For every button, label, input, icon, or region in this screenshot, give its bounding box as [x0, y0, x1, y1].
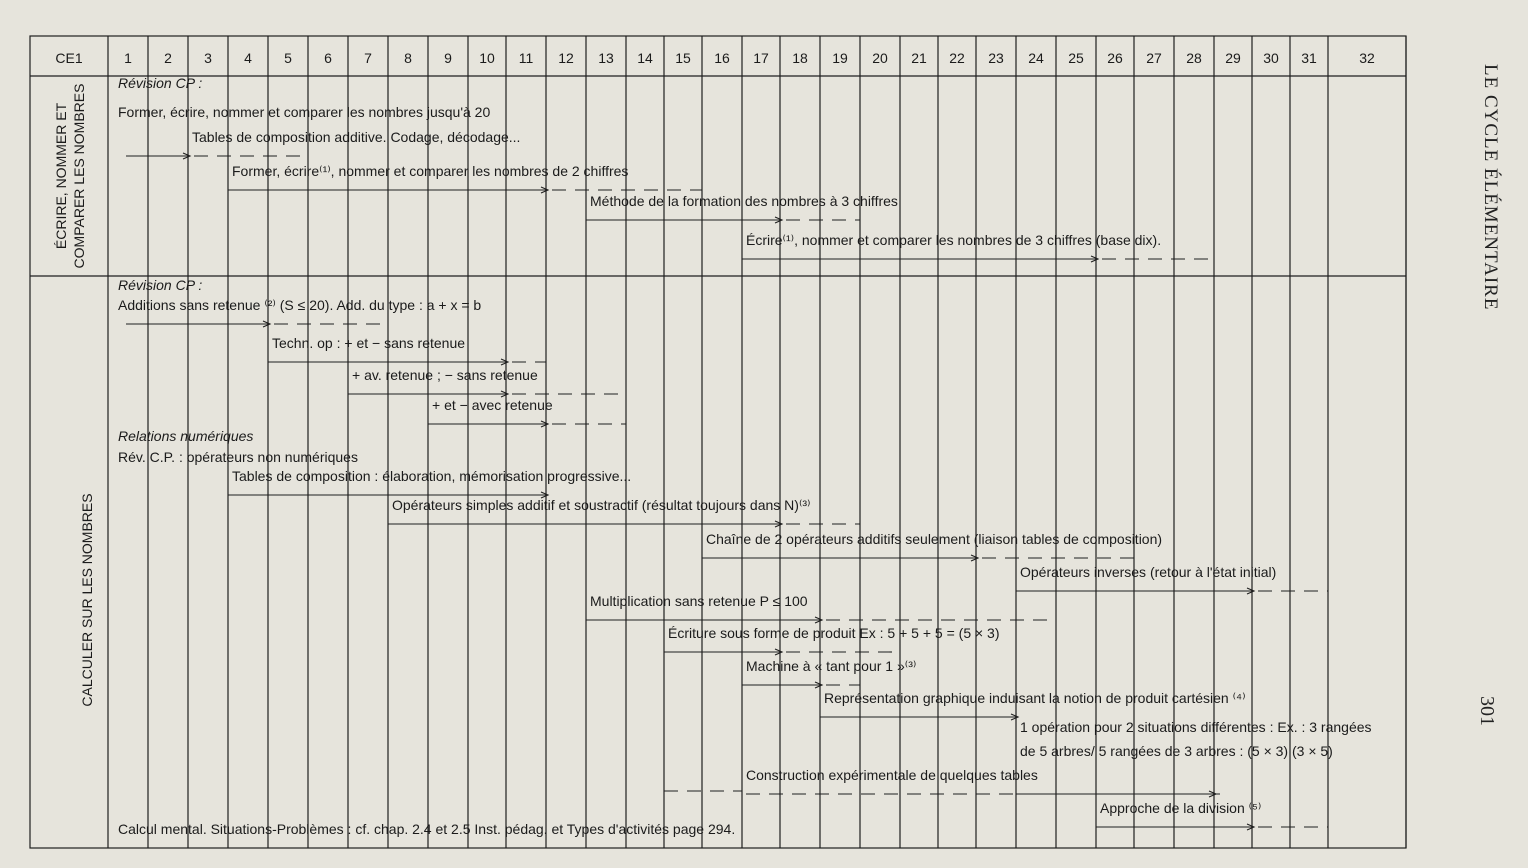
- section-heading-line: ÉCRIRE, NOMMER ET: [53, 102, 69, 250]
- programme-item: [1096, 800, 1328, 830]
- programme-item: [586, 593, 1056, 623]
- programme-item: [228, 468, 631, 498]
- item-text: Écrire⁽¹⁾, nommer et comparer les nombres de 3 chiffres (base dix).: [746, 232, 1162, 248]
- item-text: Opérateurs simples additif et soustractif (résultat toujours dans N)⁽³⁾: [392, 497, 811, 513]
- item-text: Former, écrire⁽¹⁾, nommer et comparer les nombres de 2 chiffres: [232, 163, 629, 179]
- item-text: Méthode de la formation des nombres à 3 chiffres: [590, 193, 898, 209]
- week-number: 13: [598, 50, 614, 66]
- week-number: 17: [753, 50, 769, 66]
- page-margin: [1476, 64, 1502, 726]
- programme-item: [742, 232, 1214, 262]
- week-number: 26: [1107, 50, 1123, 66]
- week-number: 21: [911, 50, 927, 66]
- programme-item: [664, 767, 1220, 797]
- item-text: Relations numériques: [118, 428, 254, 444]
- section-headings: [53, 84, 95, 707]
- programme-item: [118, 104, 490, 120]
- week-number: 29: [1225, 50, 1241, 66]
- week-number: 3: [204, 50, 212, 66]
- page-number-text: 301: [1476, 696, 1498, 726]
- week-number: 16: [714, 50, 730, 66]
- week-number: 10: [479, 50, 495, 66]
- week-number: 25: [1068, 50, 1084, 66]
- week-number: 7: [364, 50, 372, 66]
- running-title-text: LE CYCLE ÉLÉMENTAIRE: [1480, 64, 1501, 311]
- programme-item: [1020, 743, 1333, 759]
- week-number: 12: [558, 50, 574, 66]
- programme-item: [702, 531, 1162, 561]
- week-number: 31: [1301, 50, 1317, 66]
- programme-item: [118, 449, 358, 465]
- programme-item: [118, 297, 481, 327]
- programme-item: [664, 625, 1000, 655]
- programme-item: [118, 821, 735, 837]
- item-text: Représentation graphique induisant la notion de produit cartésien ⁽⁴⁾: [824, 690, 1246, 706]
- week-number: 28: [1186, 50, 1202, 66]
- programme-item: [1020, 719, 1372, 735]
- item-text: Opérateurs inverses (retour à l'état initial): [1020, 564, 1277, 580]
- programme-item: [388, 497, 860, 527]
- item-text: Calcul mental. Situations-Problèmes : cf. chap. 2.4 et 2.5 Inst. pédag. et Types d'activités page 294.: [118, 821, 736, 837]
- item-text: Révision CP :: [118, 277, 203, 293]
- week-number: 24: [1028, 50, 1044, 66]
- week-number: 8: [404, 50, 412, 66]
- item-text: Approche de la division ⁽⁵⁾: [1100, 800, 1262, 816]
- week-number: 5: [284, 50, 292, 66]
- week-number: 6: [324, 50, 332, 66]
- week-number: 9: [444, 50, 452, 66]
- week-number: 30: [1263, 50, 1279, 66]
- item-text: Rév. C.P. : opérateurs non numériques: [118, 449, 358, 465]
- programme-item: [118, 75, 202, 91]
- item-text: Multiplication sans retenue P ≤ 100: [590, 593, 808, 609]
- week-number: 32: [1359, 50, 1375, 66]
- section-heading-line: COMPARER LES NOMBRES: [71, 83, 87, 269]
- page-number: [1476, 696, 1498, 726]
- item-text: Écriture sous forme de produit Ex : 5 + 5 + 5 = (5 × 3): [668, 625, 1000, 641]
- item-text: 1 opération pour 2 situations différentes : Ex. : 3 rangées: [1020, 719, 1372, 735]
- item-text: Tables de composition : élaboration, mémorisation progressive...: [232, 468, 632, 484]
- programme-item: [820, 690, 1246, 720]
- week-number: 4: [244, 50, 252, 66]
- item-text: de 5 arbres/ 5 rangées de 3 arbres : (5 × 3) (3 × 5): [1020, 743, 1333, 759]
- programme-item: [428, 397, 626, 427]
- item-text: Former, écrire, nommer et comparer les nombres jusqu'à 20: [118, 104, 491, 120]
- week-number: 18: [792, 50, 808, 66]
- item-text: Construction expérimentale de quelques tables: [746, 767, 1038, 783]
- week-number: 20: [872, 50, 888, 66]
- programme-item: [348, 367, 626, 397]
- section-heading-top: [53, 84, 87, 269]
- week-number: 11: [518, 50, 534, 66]
- programme-item: [126, 129, 520, 159]
- week-number: 15: [675, 50, 691, 66]
- programme-item: [268, 335, 546, 365]
- item-text: + et − avec retenue: [432, 397, 553, 413]
- week-header-row: [55, 50, 1375, 66]
- section-heading-line: CALCULER SUR LES NOMBRES: [79, 493, 95, 707]
- week-number: 2: [164, 50, 172, 66]
- level-label: CE1: [55, 50, 83, 66]
- programme-item: [742, 658, 916, 688]
- item-text: Machine à « tant pour 1 »⁽³⁾: [746, 658, 917, 674]
- week-number: 23: [988, 50, 1004, 66]
- programme-item: [118, 277, 202, 293]
- week-number: 19: [832, 50, 848, 66]
- section-heading-bottom: [79, 493, 95, 706]
- item-text: Chaîne de 2 opérateurs additifs seulement (liaison tables de composition): [706, 531, 1163, 547]
- week-number: 22: [949, 50, 965, 66]
- programme-item: [1016, 564, 1328, 594]
- item-text: Tables de composition additive. Codage, décodage...: [192, 129, 521, 145]
- week-number: 14: [637, 50, 653, 66]
- week-number: 27: [1146, 50, 1162, 66]
- programme-item: [228, 163, 702, 193]
- programme-item: [118, 428, 253, 444]
- item-text: Techn. op : + et − sans retenue: [272, 335, 466, 351]
- running-title: [1480, 64, 1502, 310]
- programme-items: [118, 75, 1372, 837]
- week-number: 1: [124, 50, 132, 66]
- item-text: Révision CP :: [118, 75, 203, 91]
- item-text: + av. retenue ; − sans retenue: [352, 367, 538, 383]
- item-text: Additions sans retenue ⁽²⁾ (S ≤ 20). Add. du type : a + x = b: [118, 297, 482, 313]
